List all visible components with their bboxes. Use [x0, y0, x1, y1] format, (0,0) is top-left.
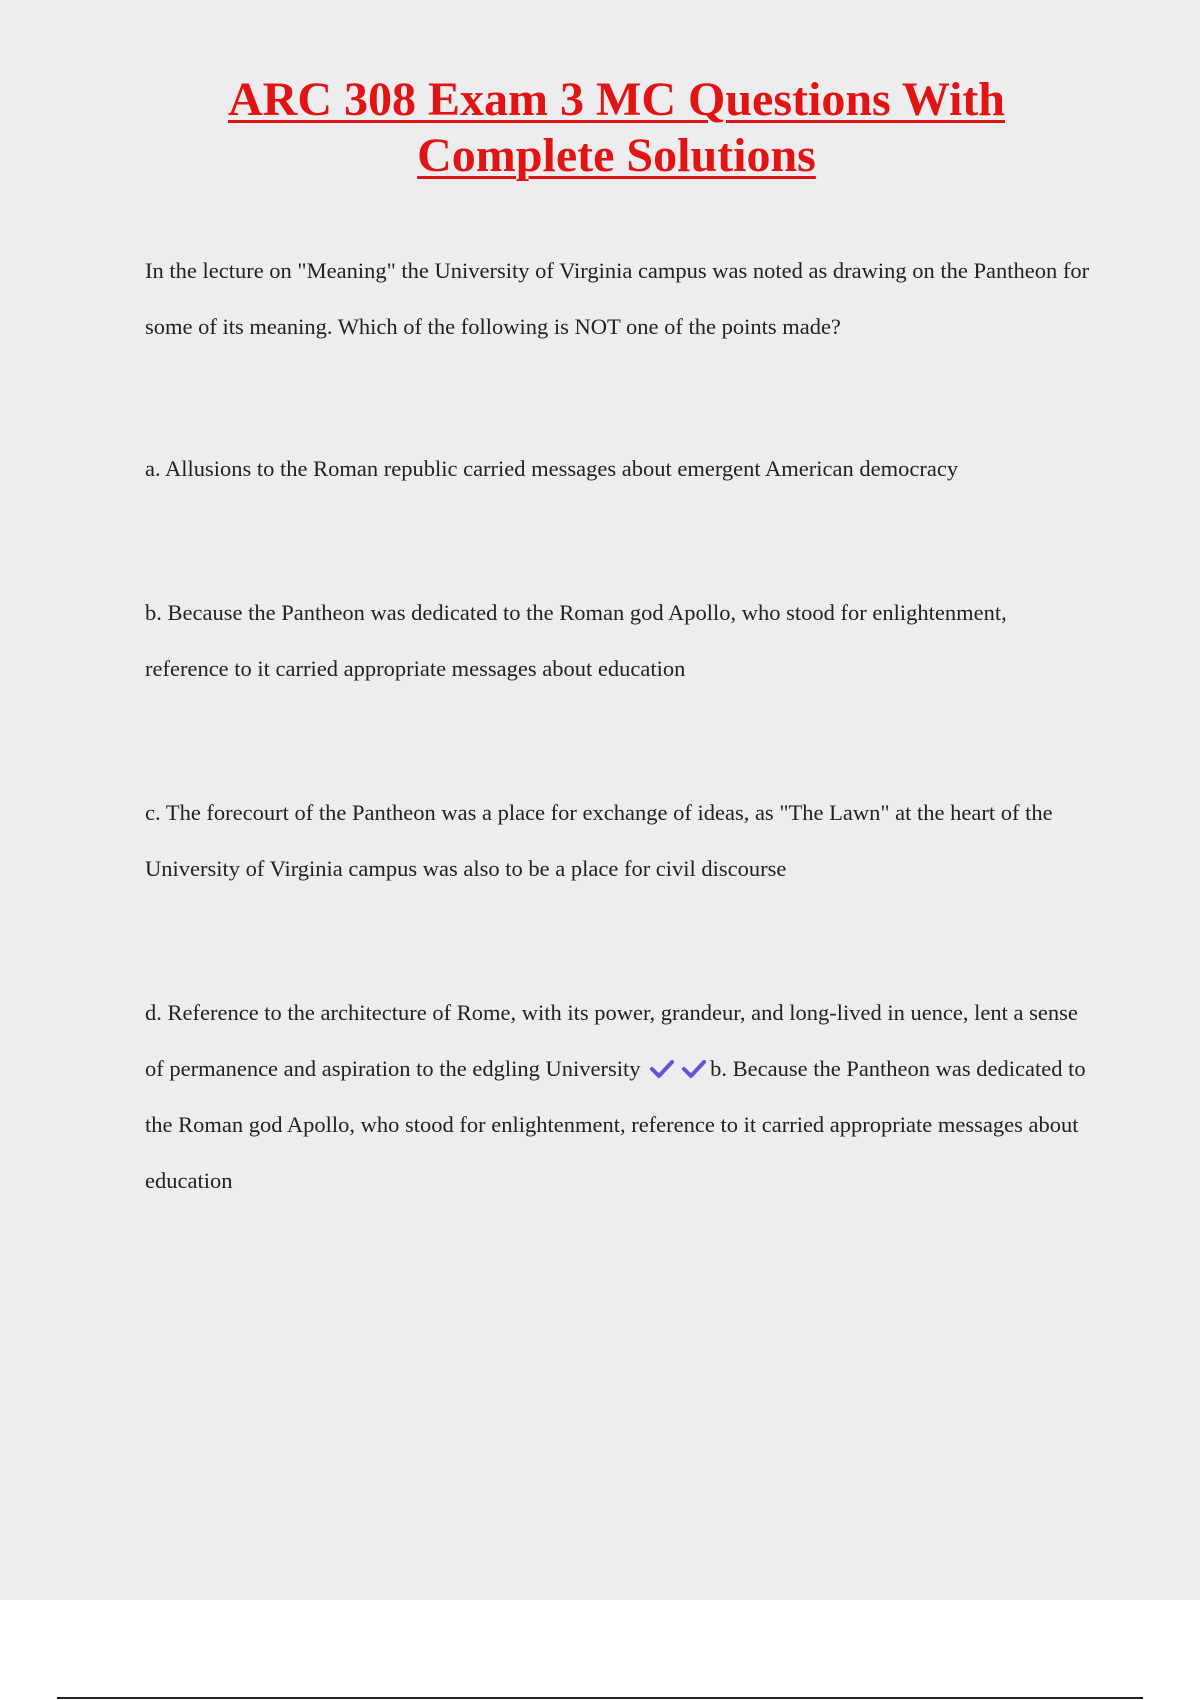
question-text: In the lecture on "Meaning" the University of Virginia campus was noted as drawing on the Pantheon for some of its meaning. Which of the following is NOT one of the points made?: [145, 258, 1090, 339]
checkmark-icon: [649, 1059, 675, 1079]
option-a: a. Allusions to the Roman republic carried messages about emergent American democracy: [145, 456, 959, 481]
document-title: [100, 72, 1133, 184]
option-d-with-answer: [145, 985, 1095, 1209]
footer-divider: [57, 1697, 1143, 1699]
answer-text: b. Because the Pantheon was dedicated to the Roman god Apollo, who stood for enlightenment, reference to it carried appropriate messages about education: [145, 1056, 1086, 1193]
option-c: c. The forecourt of the Pantheon was a place for exchange of ideas, as "The Lawn" at the heart of the University of Virginia campus was also to be a place for civil discourse: [145, 800, 1053, 881]
title-line-1: ARC 308 Exam 3 MC Questions With: [228, 73, 1005, 126]
title-line-2: Complete Solutions: [417, 129, 816, 182]
option-b: b. Because the Pantheon was dedicated to the Roman god Apollo, who stood for enlightenment, reference to it carried appropriate messages about education: [145, 600, 1007, 681]
checkmark-icon: [681, 1059, 707, 1079]
option-d-text: d. Reference to the architecture of Rome, with its power, grandeur, and long-lived in uence, lent a sense of permanence and aspiration to the edgling University: [145, 1000, 1078, 1081]
